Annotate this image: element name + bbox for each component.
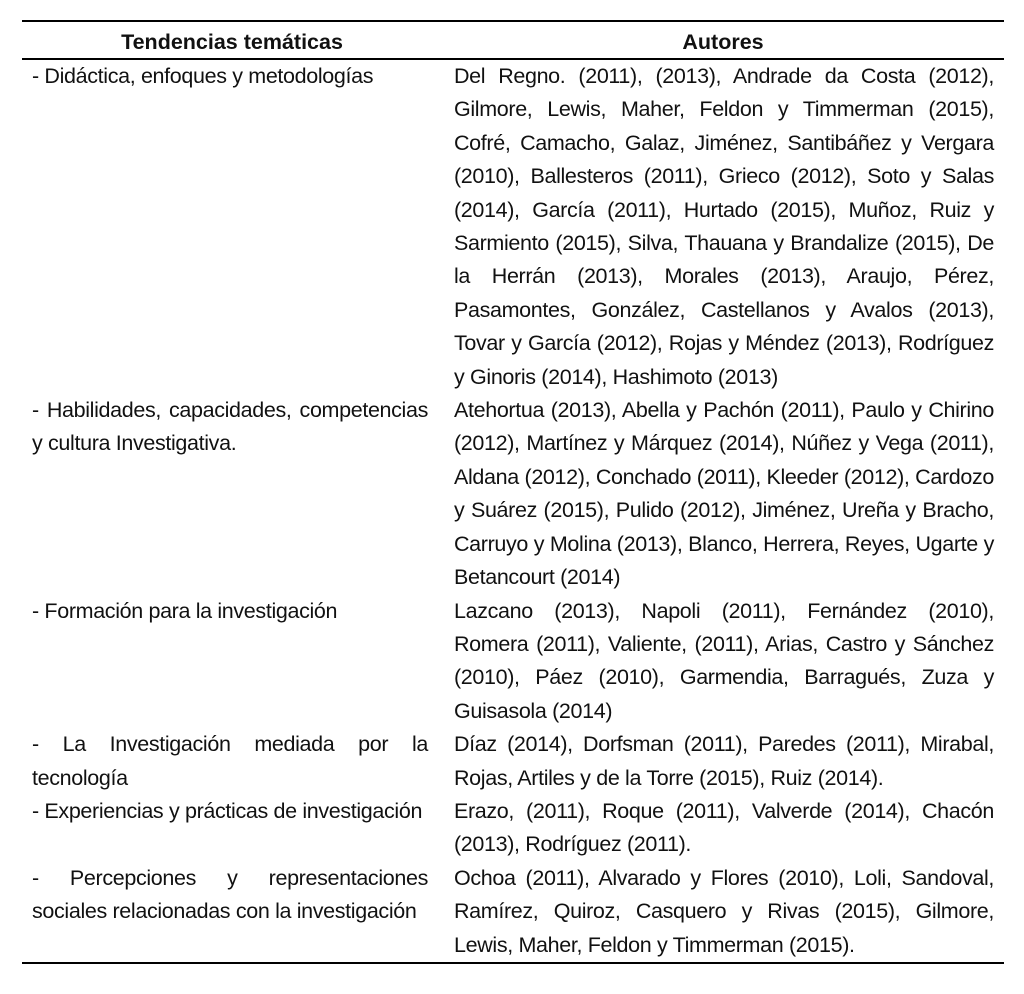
table-row — [22, 728, 1004, 795]
table-row — [22, 595, 1004, 729]
trend-cell: - Didáctica, enfoques y metodologías — [32, 64, 374, 88]
table-header-row — [22, 21, 1004, 59]
authors-cell: Lazcano (2013), Napoli (2011), Fernández (2010), Romera (2011), Valiente, (2011), Arias, Castro y Sánchez (2010), Páez (2010), Garmendia, Barragués, Zuza y Guisasola (2014) — [454, 598, 994, 723]
authors-cell: Ochoa (2011), Alvarado y Flores (2010), Loli, Sandoval, Ramírez, Quiroz, Casquero y Rivas (2015), Gilmore, Lewis, Maher, Feldon y Timmerman (2015). — [454, 865, 994, 957]
header-trends: Tendencias temáticas — [121, 29, 343, 54]
authors-cell: Erazo, (2011), Roque (2011), Valverde (2014), Chacón (2013), Rodríguez (2011). — [454, 798, 994, 857]
table-row — [22, 862, 1004, 963]
trends-table-container — [22, 20, 1004, 964]
authors-cell: Atehortua (2013), Abella y Pachón (2011), Paulo y Chirino (2012), Martínez y Márquez (2014), Núñez y Vega (2011), Aldana (2012), Conchado (2011), Kleeder (2012), Cardozo y Suárez (2015), Pulido (2012), Jiménez, Ureña y Bracho, Carruyo y Molina (2013), Blanco, Herrera, Reyes, Ugarte y Betancourt (2014) — [454, 398, 994, 590]
trend-cell: - Percepciones y representaciones sociales relacionadas con la investigación — [32, 865, 428, 924]
header-authors: Autores — [682, 29, 764, 54]
trend-cell: - Experiencias y prácticas de investigación — [32, 798, 423, 823]
trend-cell: - Formación para la investigación — [32, 598, 338, 623]
trends-authors-table — [22, 20, 1004, 964]
table-row — [22, 394, 1004, 594]
authors-cell: Díaz (2014), Dorfsman (2011), Paredes (2011), Mirabal, Rojas, Artiles y de la Torre (2015), Ruiz (2014). — [454, 732, 994, 790]
table-row — [22, 59, 1004, 394]
table-row — [22, 795, 1004, 862]
trend-cell: - La Investigación mediada por la tecnología — [32, 732, 428, 790]
authors-cell: Del Regno. (2011), (2013), Andrade da Costa (2012), Gilmore, Lewis, Maher, Feldon y Timmerman (2015), Cofré, Camacho, Galaz, Jiménez, Santibáñez y Vergara (2010), Ballesteros (2011), Grieco (2012), Soto y Salas (2014), García (2011), Hurtado (2015), Muñoz, Ruiz y Sarmiento (2015), Silva, Thauana y Brandalize (2015), De la Herrán (2013), Morales (2013), Araujo, Pérez, Pasamontes, González, Castellanos y Avalos (2013), Tovar y García (2012), Rojas y Méndez (2013), Rodríguez y Ginoris (2014), Hashimoto (2013) — [454, 64, 994, 389]
trend-cell: - Habilidades, capacidades, competencias y cultura Investigativa. — [32, 398, 428, 456]
